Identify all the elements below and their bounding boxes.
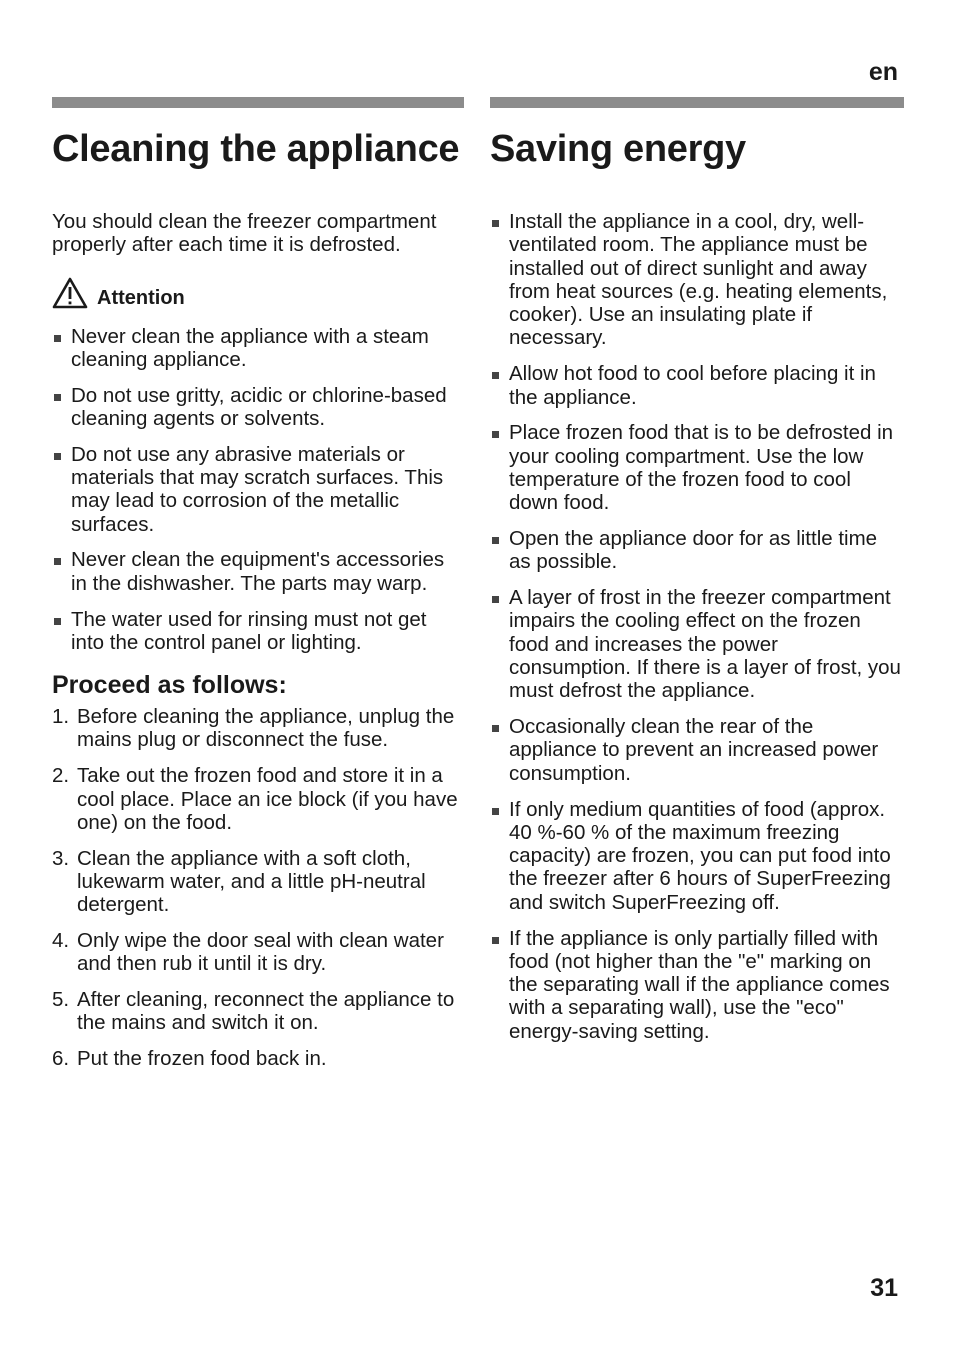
list-item: If the appliance is only partially filled with food (not higher than the "e" marking on the separating wall if the appliance comes with a separating wall), use the "eco" energy-saving setting. [490,927,904,1043]
list-item: The water used for rinsing must not get into the control panel or lighting. [52,608,464,655]
list-item: Never clean the equipment's accessories in the dishwasher. The parts may warp. [52,548,464,595]
step-text: Clean the appliance with a soft cloth, lukewarm water, and a little pH-neutral detergent. [77,846,426,917]
list-item: Occasionally clean the rear of the appliance to prevent an increased power consumption. [490,715,904,785]
list-item: If only medium quantities of food (approx. 40 %-60 % of the maximum freezing capacity) are frozen, you can put food into the freezer after 6 hours of SuperFreezing and switch SuperFreezing off. [490,798,904,914]
list-item: Place frozen food that is to be defrosted in your cooling compartment. Use the low temperature of the frozen food to cool down food. [490,421,904,514]
language-label: en [868,58,898,86]
step-number: 6. [52,1047,70,1071]
warning-triangle-icon [52,277,88,309]
section-title: Cleaning the appliance [52,128,460,170]
step-number: 2. [52,764,70,788]
list-item: Install the appliance in a cool, dry, well-ventilated room. The appliance must be installed out of direct sunlight and away from heat sources (e.g. heating elements, cooker). Use an insulating plate if necessary. [490,210,904,350]
cleaning-section [52,97,464,1083]
step-text: Only wipe the door seal with clean water and then rub it until it is dry. [77,929,444,976]
step-text: Before cleaning the appliance, unplug the mains plug or disconnect the fuse. [77,705,455,752]
section-rule [52,97,464,108]
list-item [52,847,464,917]
step-text: After cleaning, reconnect the appliance to the mains and switch it on. [77,988,455,1035]
attention-notice [52,277,464,309]
intro-paragraph: You should clean the freezer compartment properly after each time it is defrosted. [52,210,437,257]
warning-list [52,325,464,655]
list-item: Open the appliance door for as little time as possible. [490,527,904,574]
list-item: Never clean the appliance with a steam cleaning appliance. [52,325,464,372]
list-item: Allow hot food to cool before placing it in the appliance. [490,362,904,409]
list-item [52,764,464,834]
section-title: Saving energy [490,128,746,170]
list-item: Do not use gritty, acidic or chlorine-based cleaning agents or solvents. [52,384,464,431]
list-item [52,705,464,752]
step-number: 1. [52,705,70,729]
tips-list [490,210,904,1043]
procedure-heading: Proceed as follows: [52,671,287,700]
list-item: A layer of frost in the freezer compartment impairs the cooling effect on the frozen food and increases the power consumption. If there is a layer of frost, you must defrost the appliance. [490,586,904,702]
list-item [52,929,464,976]
step-number: 4. [52,929,70,953]
saving-energy-section [490,97,904,1056]
list-item [52,988,464,1035]
step-text: Take out the frozen food and store it in a cool place. Place an ice block (if you have one) on the food. [77,764,458,834]
step-number: 3. [52,846,70,870]
section-rule [490,97,904,108]
page-number: 31 [870,1274,898,1302]
step-number: 5. [52,988,70,1012]
attention-label: Attention [97,286,185,309]
step-text: Put the frozen food back in. [77,1047,327,1071]
list-item [52,1047,464,1070]
step-list [52,705,464,1070]
list-item: Do not use any abrasive materials or materials that may scratch surfaces. This may lead to corrosion of the metallic surfaces. [52,443,464,536]
